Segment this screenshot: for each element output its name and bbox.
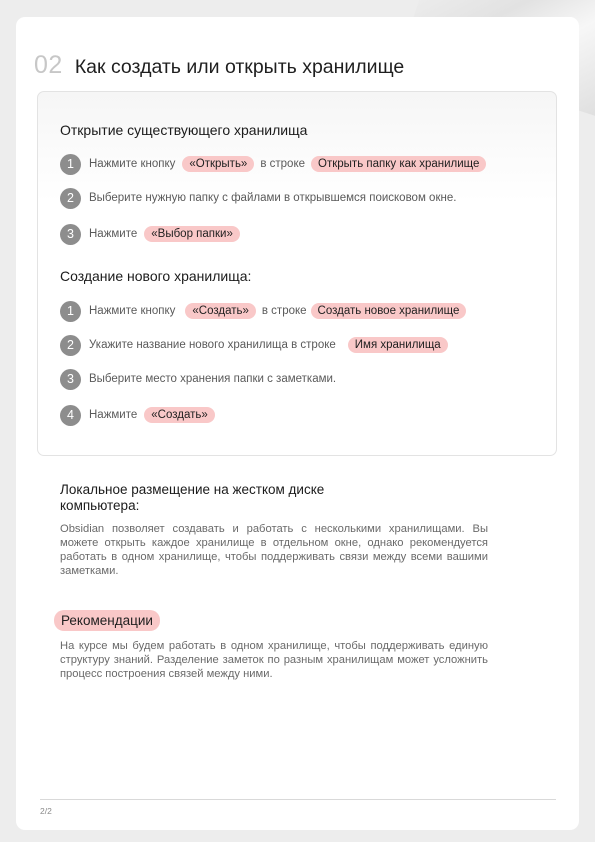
step-number-badge: 2 — [60, 188, 81, 209]
instructions-card — [37, 91, 557, 456]
step-number-badge: 1 — [60, 154, 81, 175]
step-number-badge: 3 — [60, 224, 81, 245]
create-button-pill: «Создать» — [144, 407, 215, 423]
step-text: Укажите название нового хранилища в строке — [89, 339, 336, 351]
create-step-1 — [60, 300, 472, 322]
open-folder-as-vault-pill: Открыть папку как хранилище — [311, 156, 486, 172]
create-step-3 — [60, 368, 336, 390]
vault-name-pill: Имя хранилища — [348, 337, 448, 353]
section-title: Как создать или открыть хранилище — [74, 56, 405, 78]
open-step-2 — [60, 187, 456, 209]
create-button-pill: «Создать» — [185, 303, 256, 319]
open-step-3 — [60, 223, 246, 245]
step-number-badge: 3 — [60, 369, 81, 390]
step-text: в строке — [261, 305, 307, 317]
open-button-pill: «Открыть» — [182, 156, 254, 172]
footer-divider — [40, 799, 556, 800]
open-step-1 — [60, 153, 492, 175]
create-step-4 — [60, 404, 221, 426]
create-step-2 — [60, 334, 454, 356]
section-number: 02 — [34, 51, 63, 79]
step-text: Выберите нужную папку с файлами в открывшемся поисковом окне. — [89, 192, 457, 204]
step-number-badge: 2 — [60, 335, 81, 356]
create-new-title: Создание нового хранилища: — [60, 268, 252, 284]
step-number-badge: 4 — [60, 405, 81, 426]
step-text: в строке — [260, 158, 306, 170]
section-heading — [34, 51, 404, 80]
step-text: Нажмите кнопку — [89, 305, 176, 317]
create-new-vault-pill: Создать новое хранилище — [311, 303, 467, 319]
open-existing-title: Открытие существующего хранилища — [60, 122, 308, 138]
step-text: Нажмите кнопку — [89, 158, 176, 170]
recommendations-text: На курсе мы будем работать в одном хранилище, чтобы поддерживать единую структуру знаний. Разделение заметок по разным хранилищам может усложнить процесс построения связей между ними. — [60, 640, 488, 680]
local-storage-title: Локальное размещение на жестком диске компьютера: — [60, 482, 325, 513]
recommendations-label: Рекомендации — [54, 610, 160, 631]
step-text: Выберите место хранения папки с заметками. — [89, 373, 337, 385]
local-storage-text: Obsidian позволяет создавать и работать с несколькими хранилищами. Вы можете открыть каждое хранилище в отдельном окне, однако рекомендуется работать в одном хранилище, чтобы поддерживать связи между всеми вашими заметками. — [60, 523, 488, 577]
document-page — [16, 17, 579, 830]
step-text: Нажмите — [89, 228, 138, 240]
step-text: Нажмите — [89, 409, 138, 421]
select-folder-pill: «Выбор папки» — [144, 226, 240, 242]
page-number: 2/2 — [40, 806, 52, 816]
step-number-badge: 1 — [60, 301, 81, 322]
